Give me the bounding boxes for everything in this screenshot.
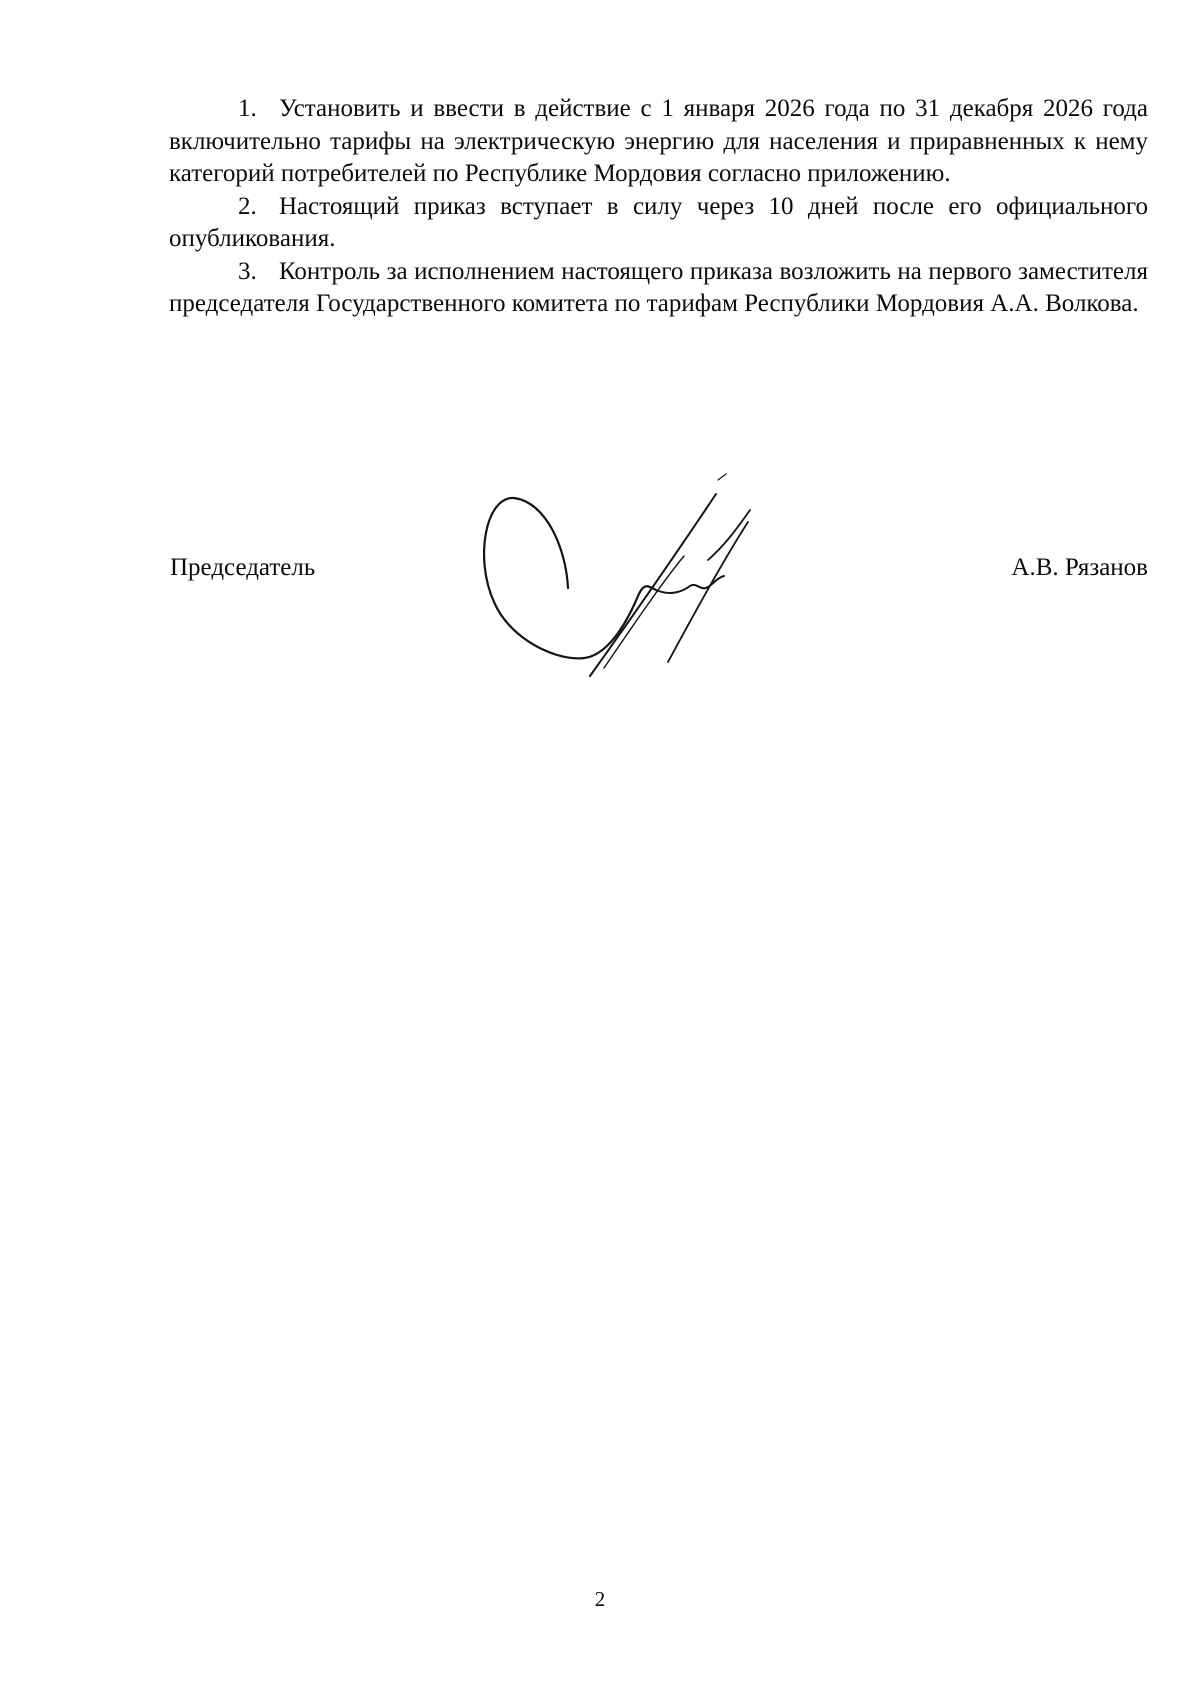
paragraph-number: 3. xyxy=(238,257,257,285)
paragraph-3 xyxy=(169,256,1148,321)
paragraph-text: Настоящий приказ вступает в силу через 10 дней после его официального опубликования. xyxy=(169,192,1148,252)
document-body xyxy=(169,93,1148,321)
paragraph-number: 2. xyxy=(238,192,257,220)
handwritten-signature-icon xyxy=(480,460,830,700)
signatory-title: Председатель xyxy=(170,554,316,581)
page-number: 2 xyxy=(594,1587,606,1611)
paragraph-1 xyxy=(169,93,1148,191)
paragraph-2 xyxy=(169,191,1148,256)
signatory-name: А.В. Рязанов xyxy=(1011,554,1148,581)
paragraph-number: 1. xyxy=(238,95,257,122)
paragraph-text: Установить и ввести в действие с 1 января 2026 года по 31 декабря 2026 года включительно тарифы на электрическую энергию для населения и приравненных к нему категорий потребителей по Республике Мордовия согласно приложению. xyxy=(169,95,1148,187)
paragraph-text: Контроль за исполнением настоящего приказа возложить на первого заместителя председателя Государственного комитета по тарифам Республики Мордовия А.А. Волкова. xyxy=(169,257,1148,317)
